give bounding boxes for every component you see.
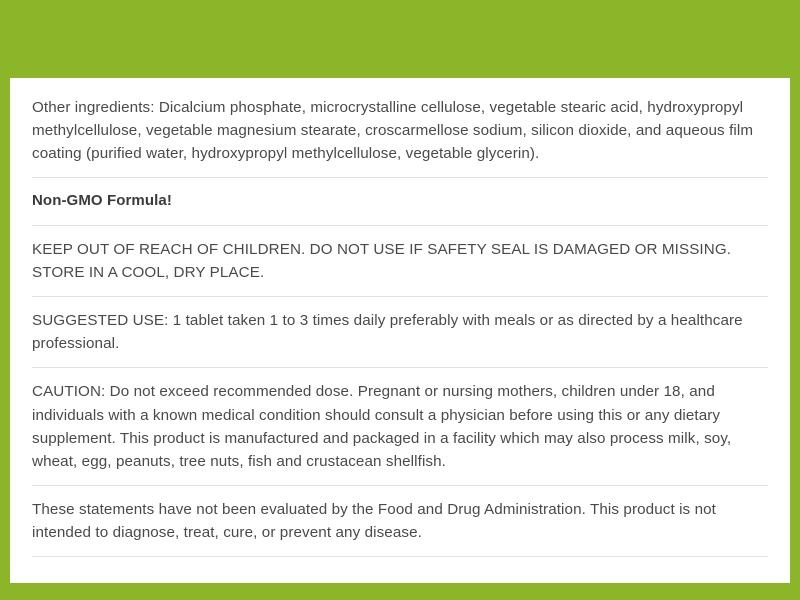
section-other-ingredients (32, 96, 768, 178)
section-warning-storage (32, 226, 768, 297)
section-fda-disclaimer (32, 486, 768, 557)
section-non-gmo (32, 178, 768, 226)
warning-storage-text: KEEP OUT OF REACH OF CHILDREN. DO NOT USE IF SAFETY SEAL IS DAMAGED OR MISSING. STORE IN A COOL, DRY PLACE. (32, 241, 732, 282)
product-info-panel (10, 78, 790, 583)
non-gmo-heading: Non-GMO Formula! (32, 192, 172, 210)
section-suggested-use (32, 297, 768, 368)
caution-text: CAUTION: Do not exceed recommended dose. Pregnant or nursing mothers, children under 18, and individuals with a known medical condition should consult a physician before using this or any dietary supplement. This product is manufactured and packaged in a facility which may also process milk, soy, wheat, egg, peanuts, tree nuts, fish and crustacean shellfish. (32, 383, 732, 470)
fda-disclaimer-text: These statements have not been evaluated by the Food and Drug Administration. This product is not intended to diagnose, treat, cure, or prevent any disease. (32, 500, 716, 541)
panel-filler (32, 557, 768, 558)
other-ingredients-text: Other ingredients: Dicalcium phosphate, microcrystalline cellulose, vegetable stearic acid, hydroxypropyl methylcellulose, vegetable magnesium stearate, croscarmellose sodium, silicon dioxide, and aqueous film coating (purified water, hydroxypropyl methylcellulose, vegetable glycerin). (32, 99, 754, 163)
suggested-use-text: SUGGESTED USE: 1 tablet taken 1 to 3 times daily preferably with meals or as directed by a healthcare professional. (32, 312, 743, 353)
section-caution (32, 368, 768, 485)
